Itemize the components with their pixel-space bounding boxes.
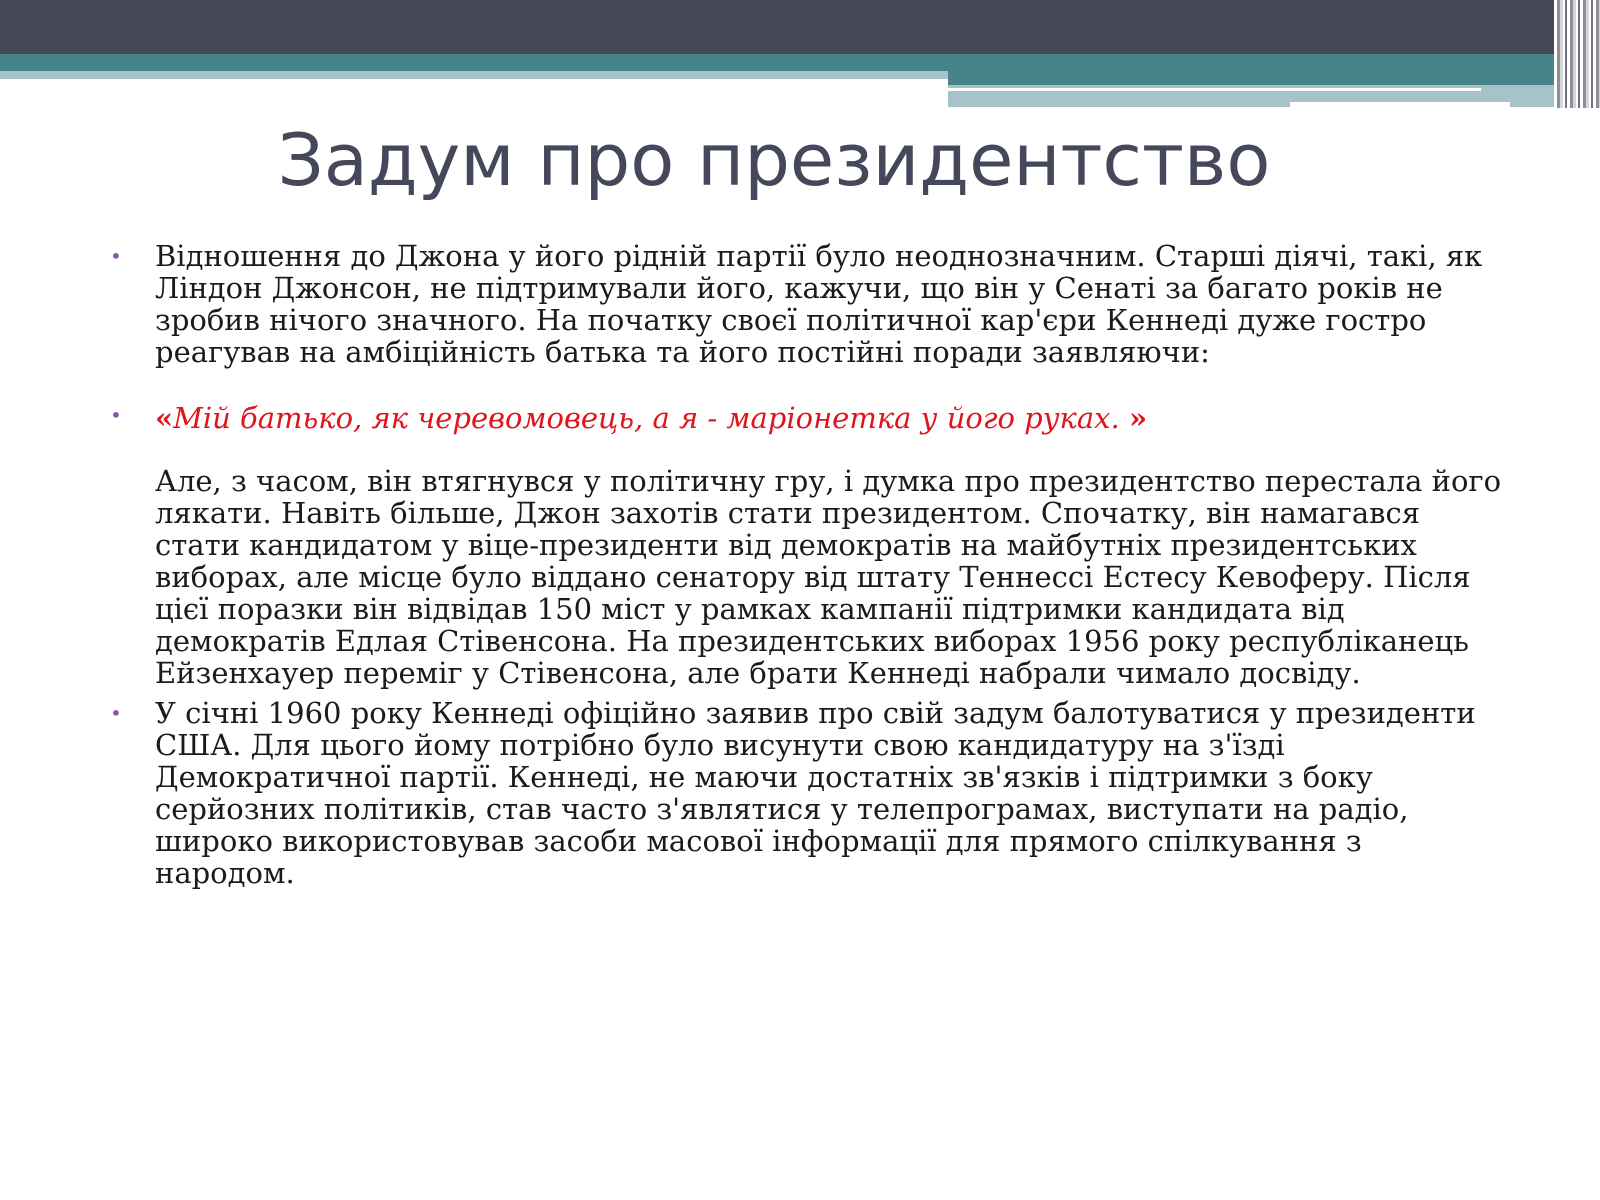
- paragraph-career: [110, 465, 1510, 689]
- paragraph-text: Але, з часом, він втягнувся у політичну гру, і думка про президентство перестала його лякати. Навіть більше, Джон захотів стати президентом. Спочатку, він намагався стати кандидатом у віце-президенти від демократів на майбутніх президентських виборах, але місце було віддано сенатору від штату Теннессі Естесу Кевоферу. Після цієї поразки він відвідав 150 міст у рамках кампанії підтримки кандидата від демократів Едлая Стівенсона. На президентських виборах 1956 року республіканець Ейзенхауер переміг у Стівенсона, але брати Кеннеді набрали чимало досвіду.: [155, 464, 1502, 690]
- header-band-dark: [0, 0, 1600, 54]
- bullet-icon: •: [110, 244, 122, 268]
- bullet-paragraph-1960: [110, 697, 1510, 889]
- header-white-line: [948, 88, 1481, 91]
- bullet-icon: •: [110, 701, 122, 725]
- paragraph-text: У січні 1960 року Кеннеді офіційно заявив про свій задум балотуватися у президенти США. Для цього йому потрібно було висунути свою кандидатуру на з'їзді Демократичної партії. Кеннеді, не маючи достатніх зв'язків і підтримки з боку серйозних політиків, став часто з'являтися у телепрограмах, виступати на радіо, широко використовував засоби масової інформації для прямого спілкування з народом.: [155, 696, 1476, 890]
- quote-text: Мій батько, як черевомовець, а я - маріонетка у його руках.: [173, 401, 1129, 435]
- quote-close-mark: »: [1128, 401, 1148, 435]
- paragraph-text: Відношення до Джона у його рідній партії було неоднозначним. Старші діячі, такі, як Ліндон Джонсон, не підтримували його, кажучи, що він у Сенаті за багато років не зробив нічого значного. На початку своєї політичної кар'єри Кеннеді дуже гостро реагував на амбіційність батька та його постійні поради заявляючи:: [155, 239, 1483, 369]
- header-band-teal: [0, 54, 1600, 71]
- header-stripes: [1554, 0, 1600, 108]
- header-white-notch: [1290, 102, 1510, 107]
- bullet-quote: [110, 399, 1510, 437]
- header-band-light-left: [0, 71, 948, 79]
- slide-title: Задум про президентство: [277, 118, 1271, 202]
- bullet-paragraph-intro: [110, 240, 1510, 368]
- quote-open-mark: «: [155, 401, 174, 435]
- header-band-teal-right: [948, 71, 1600, 85]
- slide-body: [110, 240, 1510, 889]
- bullet-icon: •: [110, 403, 122, 427]
